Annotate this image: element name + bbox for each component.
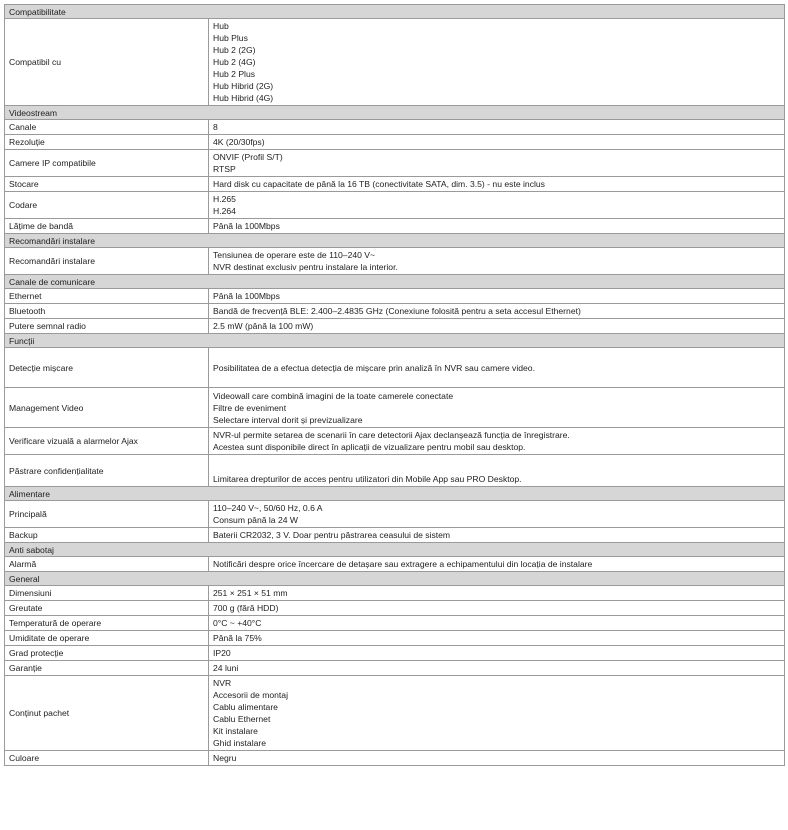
spec-row (5, 289, 785, 304)
spec-value (209, 455, 785, 487)
spec-row (5, 501, 785, 528)
spec-label: Backup (5, 528, 209, 543)
section-header (5, 5, 785, 19)
spec-value (209, 557, 785, 572)
spec-value-line: Hard disk cu capacitate de până la 16 TB (conectivitate SATA, dim. 3.5) - nu este inclus (213, 179, 545, 189)
spec-row (5, 120, 785, 135)
section-title: Alimentare (5, 487, 785, 501)
spec-value (209, 348, 785, 388)
spec-label: Verificare vizuală a alarmelor Ajax (5, 428, 209, 455)
spec-label: Bluetooth (5, 304, 209, 319)
spec-value (209, 646, 785, 661)
spec-label: Rezoluție (5, 135, 209, 150)
spec-row (5, 304, 785, 319)
spec-value-line: Până la 100Mbps (213, 291, 280, 301)
spec-value-line: Accesorii de montaj (213, 690, 288, 700)
spec-row (5, 219, 785, 234)
spec-value-line: Hub Hibrid (2G) (213, 81, 274, 91)
spec-value (209, 120, 785, 135)
spec-table-body (5, 5, 785, 766)
spec-row (5, 528, 785, 543)
spec-row (5, 388, 785, 428)
spec-label: Grad protecție (5, 646, 209, 661)
spec-row (5, 557, 785, 572)
spec-label: Compatibil cu (5, 19, 209, 106)
spec-value-line: Hub 2 Plus (213, 69, 256, 79)
spec-value (209, 428, 785, 455)
spec-value-line: Hub 2 (2G) (213, 45, 256, 55)
spec-value (209, 289, 785, 304)
spec-value (209, 135, 785, 150)
spec-label: Alarmă (5, 557, 209, 572)
spec-value-line: Până la 100Mbps (213, 221, 280, 231)
spec-value-line: NVR-ul permite setarea de scenarii în care detectorii Ajax declanșează funcția de înregistrare. (213, 430, 570, 440)
spec-value-line: Filtre de eveniment (213, 402, 287, 413)
spec-value-line: Până la 75% (213, 633, 262, 643)
spec-label: Conținut pachet (5, 676, 209, 751)
spec-value-line: Acestea sunt disponibile direct în aplicații de vizualizare pentru mobil sau desktop. (213, 442, 526, 452)
section-header (5, 487, 785, 501)
spec-value-line: Posibilitatea de a efectua detecția de mișcare prin analiză în NVR sau camere video. (213, 362, 535, 373)
spec-value-line: 2.5 mW (până la 100 mW) (213, 321, 314, 331)
section-header (5, 334, 785, 348)
spec-value-line: H.265 (213, 194, 236, 204)
spec-label: Detecție mișcare (5, 348, 209, 388)
spec-label: Canale (5, 120, 209, 135)
section-title: Compatibilitate (5, 5, 785, 19)
spec-value-line: Kit instalare (213, 726, 258, 736)
spec-value-line: Ghid instalare (213, 738, 267, 748)
spec-value-line: NVR destinat exclusiv pentru instalare la interior. (213, 262, 398, 272)
spec-value (209, 631, 785, 646)
spec-row (5, 751, 785, 766)
spec-row (5, 601, 785, 616)
spec-value-line: 251 × 251 × 51 mm (213, 588, 288, 598)
spec-label: Garanție (5, 661, 209, 676)
spec-value (209, 192, 785, 219)
spec-value-line: H.264 (213, 206, 236, 216)
spec-value-line: Consum până la 24 W (213, 515, 299, 525)
spec-value (209, 319, 785, 334)
section-title: Videostream (5, 106, 785, 120)
section-title: General (5, 572, 785, 586)
spec-label: Camere IP compatibile (5, 150, 209, 177)
spec-value (209, 388, 785, 428)
spec-value (209, 676, 785, 751)
spec-value (209, 528, 785, 543)
spec-label: Codare (5, 192, 209, 219)
spec-label: Putere semnal radio (5, 319, 209, 334)
spec-label: Culoare (5, 751, 209, 766)
spec-row (5, 646, 785, 661)
spec-value-line: ONVIF (Profil S/T) (213, 152, 283, 162)
spec-value-line: Hub Hibrid (4G) (213, 93, 274, 103)
spec-value (209, 601, 785, 616)
section-header (5, 234, 785, 248)
spec-label: Management Video (5, 388, 209, 428)
section-header (5, 106, 785, 120)
spec-value-line: Baterii CR2032, 3 V. Doar pentru păstrarea ceasului de sistem (213, 530, 451, 540)
spec-value-line: Limitarea drepturilor de acces pentru utilizatori din Mobile App sau PRO Desktop. (213, 474, 522, 484)
spec-label: Recomandări instalare (5, 248, 209, 275)
spec-value-line: Videowall care combină imagini de la toate camerele conectate (213, 390, 454, 401)
section-title: Canale de comunicare (5, 275, 785, 289)
spec-value (209, 661, 785, 676)
spec-value-line: Hub Plus (213, 33, 248, 43)
spec-value-line: Selectare interval dorit și previzualizare (213, 414, 363, 425)
spec-value (209, 751, 785, 766)
spec-table (4, 4, 785, 766)
spec-value-line: Notificări despre orice încercare de detașare sau extragere a echipamentului din locația de instalare (213, 559, 593, 569)
spec-value-line: 4K (20/30fps) (213, 137, 265, 147)
spec-label: Umiditate de operare (5, 631, 209, 646)
spec-row (5, 348, 785, 388)
spec-value-line: 0°C ~ +40°C (213, 618, 262, 628)
spec-row (5, 661, 785, 676)
spec-row (5, 135, 785, 150)
spec-row (5, 192, 785, 219)
spec-value (209, 219, 785, 234)
spec-value (209, 150, 785, 177)
spec-label: Ethernet (5, 289, 209, 304)
spec-value (209, 19, 785, 106)
spec-value (209, 248, 785, 275)
section-title: Funcții (5, 334, 785, 348)
spec-value (209, 501, 785, 528)
spec-label: Dimensiuni (5, 586, 209, 601)
section-title: Recomandări instalare (5, 234, 785, 248)
spec-row (5, 586, 785, 601)
spec-value (209, 177, 785, 192)
spec-value-line: IP20 (213, 648, 231, 658)
spec-value-line: NVR (213, 678, 232, 688)
spec-value-line: Hub 2 (4G) (213, 57, 256, 67)
spec-label: Lățime de bandă (5, 219, 209, 234)
spec-label: Greutate (5, 601, 209, 616)
spec-row (5, 177, 785, 192)
spec-row (5, 676, 785, 751)
spec-value-line: Hub (213, 21, 229, 31)
spec-value-line: Tensiunea de operare este de 110–240 V~ (213, 250, 376, 260)
section-header (5, 275, 785, 289)
spec-value-line: Cablu alimentare (213, 702, 278, 712)
spec-value-line: Bandă de frecvență BLE: 2.400–2.4835 GHz (Conexiune folosită pentru a seta accesul Ethernet) (213, 306, 581, 316)
spec-value-line: RTSP (213, 164, 236, 174)
spec-row (5, 248, 785, 275)
section-header (5, 572, 785, 586)
spec-row (5, 631, 785, 646)
spec-row (5, 455, 785, 487)
spec-row (5, 428, 785, 455)
spec-value (209, 586, 785, 601)
spec-row (5, 616, 785, 631)
spec-row (5, 150, 785, 177)
spec-value-line: Cablu Ethernet (213, 714, 271, 724)
spec-value-line: 8 (213, 122, 218, 132)
spec-value (209, 304, 785, 319)
spec-label: Principală (5, 501, 209, 528)
spec-value-line: Negru (213, 753, 237, 763)
spec-label: Păstrare confidențialitate (5, 455, 209, 487)
spec-value (209, 616, 785, 631)
spec-value-line: 24 luni (213, 663, 239, 673)
spec-row (5, 319, 785, 334)
spec-label: Temperatură de operare (5, 616, 209, 631)
spec-label: Stocare (5, 177, 209, 192)
spec-row (5, 19, 785, 106)
spec-value-line: 700 g (fără HDD) (213, 603, 279, 613)
spec-value-line: 110–240 V~, 50/60 Hz, 0.6 A (213, 503, 323, 513)
section-header (5, 543, 785, 557)
section-title: Anti sabotaj (5, 543, 785, 557)
